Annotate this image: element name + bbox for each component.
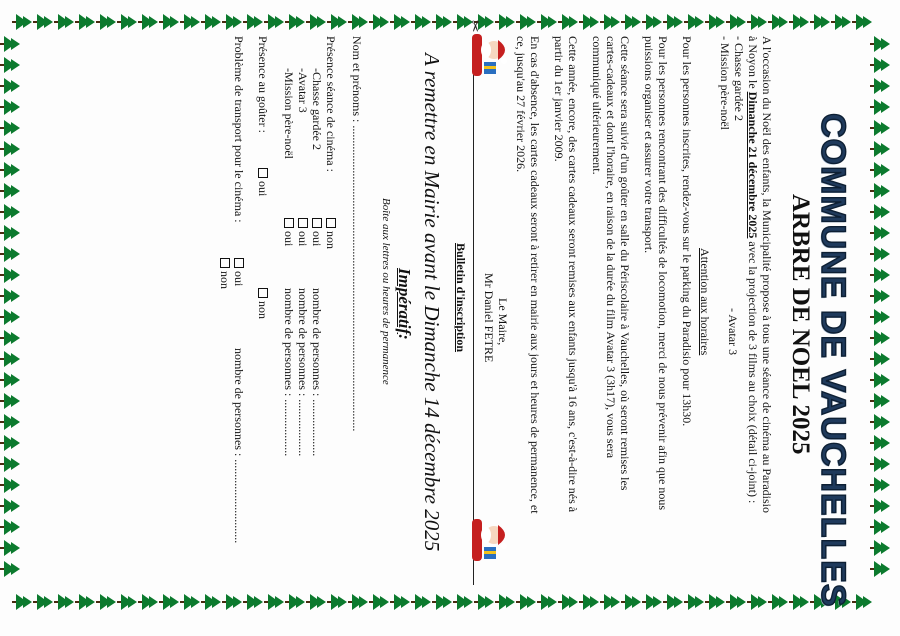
cadeaux-line-2: partir du 1er janvier 2009.	[552, 36, 566, 162]
tree-icon	[0, 141, 20, 157]
tree-icon	[0, 414, 20, 430]
tree-icon	[870, 519, 890, 535]
tree-icon	[12, 594, 32, 610]
transport-label: Problème de transport pour le cinéma :	[232, 36, 246, 223]
tree-icon	[870, 351, 890, 367]
film-2: - Avatar 3	[726, 308, 740, 356]
tree-icon	[870, 330, 890, 346]
imperatif-label: Impératif:	[395, 268, 414, 340]
checkbox-icon[interactable]	[312, 218, 322, 228]
tree-icon	[870, 288, 890, 304]
tree-icon	[0, 498, 20, 514]
transport-oui-checkbox[interactable]: oui	[232, 258, 246, 286]
film-2-oui-checkbox[interactable]: oui	[296, 218, 310, 246]
tree-icon	[0, 477, 20, 493]
transport-line-1: Pour les personnes rencontrant des difficultés de locomotion, merci de nous prévenir afin que nous	[656, 36, 670, 510]
film-3: - Mission père-noël	[718, 36, 732, 130]
mayor-role: Le Maire,	[496, 298, 510, 346]
tree-icon	[0, 246, 20, 262]
film-1-oui-checkbox[interactable]: oui	[310, 218, 324, 246]
checkbox-icon[interactable]	[220, 258, 230, 268]
cinema-label: Présence séance de cinéma :	[324, 36, 338, 172]
tree-icon	[870, 372, 890, 388]
transport-count-field[interactable]: nombre de personnes : ............................	[232, 348, 246, 544]
cadeaux-line-1: Cette année, encore, des cartes cadeaux seront remises aux enfants jusqu'à 16 ans, c'est-à-dire nés à	[566, 36, 580, 513]
absence-line-2: ce, jusqu'au 27 février 2026.	[514, 36, 528, 173]
tree-icon	[0, 393, 20, 409]
gouter-oui-checkbox[interactable]: oui	[256, 168, 270, 196]
mayor-name: Mr Daniel FETRE	[482, 273, 496, 363]
form-film-1: -Chasse gardée 2	[310, 68, 324, 150]
film-2-count-field[interactable]: nombre de personnes : ...................	[296, 288, 310, 457]
tree-icon	[870, 498, 890, 514]
flyer-content	[40, 18, 860, 618]
boite-info: Boîte aux lettres ou heures de permanence	[380, 198, 392, 385]
tree-icon	[0, 561, 20, 577]
cinema-non-checkbox[interactable]: non	[324, 218, 338, 249]
commune-title: COMMUNE DE VAUCHELLES	[814, 113, 852, 608]
tree-icon	[870, 414, 890, 430]
form-film-2: -Avatar 3	[296, 68, 310, 113]
film-3-count-field[interactable]: nombre de personnes : ...................	[282, 288, 296, 457]
tree-icon	[0, 183, 20, 199]
tree-icon	[870, 36, 890, 52]
tree-icon	[870, 183, 890, 199]
checkbox-icon[interactable]	[234, 258, 244, 268]
tree-icon	[0, 267, 20, 283]
tree-icon	[0, 540, 20, 556]
gouter-line-3: communiqué ultérieurement.	[590, 36, 604, 175]
cut-line	[473, 40, 474, 585]
tree-icon	[0, 372, 20, 388]
tree-icon	[870, 309, 890, 325]
tree-icon	[870, 435, 890, 451]
tree-icon	[870, 141, 890, 157]
tree-icon	[0, 204, 20, 220]
tree-icon	[0, 78, 20, 94]
tree-icon	[0, 351, 20, 367]
tree-icon	[0, 435, 20, 451]
form-film-3: -Mission père-noël	[282, 68, 296, 159]
film-3-oui-checkbox[interactable]: oui	[282, 218, 296, 246]
gouter-label: Présence au goûter :	[256, 36, 270, 133]
event-date: Dimanche 21 décembre 2025	[746, 91, 760, 239]
checkbox-icon[interactable]	[258, 288, 268, 298]
film-1-count-field[interactable]: nombre de personnes : ...................	[310, 288, 324, 457]
tree-icon	[0, 120, 20, 136]
tree-icon	[870, 456, 890, 472]
tree-icon	[0, 519, 20, 535]
transport-non-checkbox[interactable]: non	[218, 258, 232, 289]
tree-icon	[870, 162, 890, 178]
tree-icon	[870, 540, 890, 556]
absence-line-1: En cas d'absence, les cartes cadeaux seront à retirer en mairie aux jours et heures de permanence, et	[528, 36, 542, 514]
event-title: ARBRE DE NOEL 2025	[787, 194, 814, 455]
tree-icon	[0, 330, 20, 346]
tree-icon	[0, 162, 20, 178]
tree-icon	[0, 57, 20, 73]
checkbox-icon[interactable]	[284, 218, 294, 228]
tree-icon	[870, 204, 890, 220]
name-field[interactable]: Nom et prénoms : ......................................................................................................	[350, 36, 364, 432]
tree-icon	[0, 456, 20, 472]
checkbox-icon[interactable]	[258, 168, 268, 178]
santa-sleigh-image-right	[462, 513, 512, 569]
tree-icon	[870, 477, 890, 493]
checkbox-icon[interactable]	[298, 218, 308, 228]
tree-icon	[870, 99, 890, 115]
tree-icon	[870, 57, 890, 73]
tree-icon	[870, 246, 890, 262]
santa-sleigh-image	[462, 28, 512, 84]
gouter-non-checkbox[interactable]: non	[256, 288, 270, 319]
tree-icon	[0, 288, 20, 304]
tree-icon	[870, 393, 890, 409]
form-deadline: A remettre en Mairie avant le Dimanche 14 décembre 2025	[420, 53, 444, 552]
tree-icon	[870, 225, 890, 241]
tree-icon	[870, 78, 890, 94]
intro-line-1: A l'occasion du Noël des enfants, la Municipalité propose à tous une séance de cinéma au Paradisio	[760, 36, 774, 514]
tree-icon	[870, 561, 890, 577]
attention-heading: Attention aux horaires	[698, 248, 712, 356]
tree-icon	[870, 120, 890, 136]
tree-icon	[0, 225, 20, 241]
checkbox-icon[interactable]	[326, 218, 336, 228]
tree-icon	[12, 14, 32, 30]
tree-icon	[0, 309, 20, 325]
gouter-line-2: cartes-cadeaux et dont l'horaire, en raison de la durée du film Avatar 3 (3h17), vous sera	[604, 36, 618, 459]
film-1: - Chasse gardée 2	[732, 36, 746, 121]
tree-icon	[0, 99, 20, 115]
intro-line-2: à Noyon le Dimanche 21 décembre 2025 avec la projection de 3 films au choix (détail ci-joint) :	[746, 36, 760, 504]
gouter-line-1: Cette séance sera suivie d'un goûter en salle du Périscolaire à Vauchelles, où seront remises les	[618, 36, 632, 491]
tree-icon	[870, 267, 890, 283]
rdv-text: Pour les personnes inscrites, rendez-vous sur le parking du Paradisio pour 13h30.	[680, 36, 694, 427]
scissors-icon: ✂	[466, 20, 482, 33]
form-title: Bulletin d'inscription	[454, 243, 468, 353]
tree-icon	[0, 36, 20, 52]
transport-line-2: puissions organiser et assurer votre transport.	[642, 36, 656, 254]
